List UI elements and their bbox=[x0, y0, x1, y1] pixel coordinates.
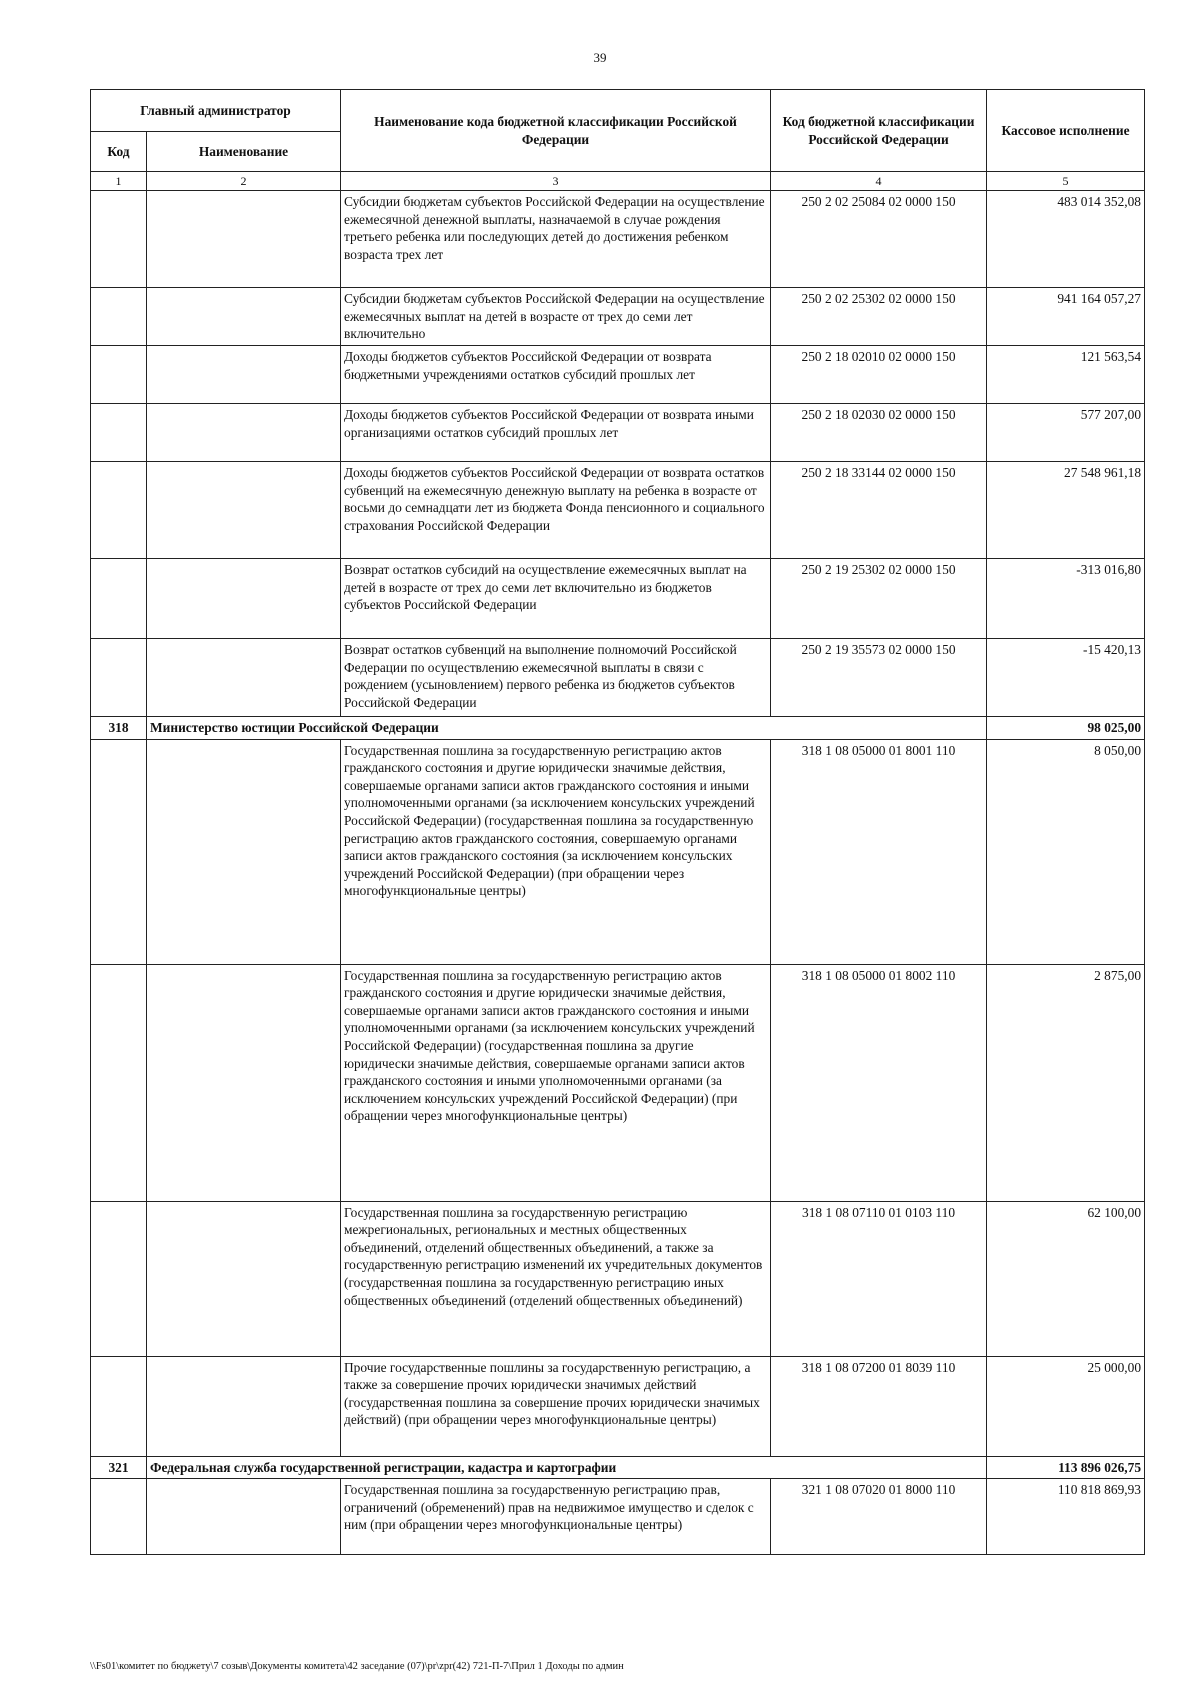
code-header: Код bbox=[91, 132, 147, 172]
bcc-name-cell: Субсидии бюджетам субъектов Российской Федерации на осуществление ежемесячной денежной выплаты, назначаемой в случае рождения третьего ребенка или последующих детей до достижения ребенком возраста трех лет bbox=[341, 191, 771, 288]
bcc-code-cell: 250 2 18 33144 02 0000 150 bbox=[771, 462, 987, 559]
bcc-name-cell: Возврат остатков субвенций на выполнение полномочий Российской Федерации по осуществлению ежемесячной выплаты в связи с рождением (усыновлением) первого ребенка из бюджетов субъектов Российской Федерации bbox=[341, 639, 771, 717]
bcc-name-header: Наименование кода бюджетной классификации Российской Федерации bbox=[341, 90, 771, 172]
file-path-footer: \\Fs01\комитет по бюджету\7 созыв\Документы комитета\42 заседание (07)\pr\zpr(42) 721-П-7\Прил 1 Доходы по админ bbox=[90, 1661, 624, 1672]
column-number: 1 bbox=[91, 172, 147, 191]
amount-cell: 25 000,00 bbox=[987, 1356, 1145, 1456]
table-row bbox=[91, 639, 1145, 717]
bcc-code-cell: 250 2 02 25084 02 0000 150 bbox=[771, 191, 987, 288]
amount-cell: 8 050,00 bbox=[987, 739, 1145, 964]
amount-cell: 2 875,00 bbox=[987, 964, 1145, 1201]
table-row bbox=[91, 739, 1145, 964]
admin-name: Федеральная служба государственной регистрации, кадастра и картографии bbox=[147, 1456, 987, 1479]
bcc-code-cell: 318 1 08 05000 01 8002 110 bbox=[771, 964, 987, 1201]
bcc-code-cell: 318 1 08 05000 01 8001 110 bbox=[771, 739, 987, 964]
admin-row-321 bbox=[91, 1456, 1145, 1479]
table-row bbox=[91, 1356, 1145, 1456]
amount-cell: 27 548 961,18 bbox=[987, 462, 1145, 559]
bcc-name-cell: Государственная пошлина за государственную регистрацию межрегиональных, региональных и местных общественных объединений, отделений общественных объединений, а также за государственную регистрацию изменений их учредительных документов (государственная пошлина за государственную регистрацию иных общественных объединений (отделений общественных объединений) bbox=[341, 1201, 771, 1356]
bcc-name-cell: Государственная пошлина за государственную регистрацию прав, ограничений (обременений) прав на недвижимое имущество и сделок с ним (при обращении через многофункциональные центры) bbox=[341, 1479, 771, 1555]
bcc-name-cell: Доходы бюджетов субъектов Российской Федерации от возврата иными организациями остатков субсидий прошлых лет bbox=[341, 404, 771, 462]
bcc-name-cell: Субсидии бюджетам субъектов Российской Федерации на осуществление ежемесячных выплат на детей в возрасте от трех до семи лет включительно bbox=[341, 288, 771, 346]
bcc-code-cell: 250 2 19 35573 02 0000 150 bbox=[771, 639, 987, 717]
amount-cell: -15 420,13 bbox=[987, 639, 1145, 717]
bcc-code-cell: 318 1 08 07110 01 0103 110 bbox=[771, 1201, 987, 1356]
admin-total: 98 025,00 bbox=[987, 717, 1145, 740]
column-number: 3 bbox=[341, 172, 771, 191]
bcc-name-cell: Государственная пошлина за государственную регистрацию актов гражданского состояния и другие юридически значимые действия, совершаемые органами записи актов гражданского состояния и иными уполномоченными органами (за исключением консульских учреждений Российской Федерации) (государственная пошлина за государственную регистрацию актов гражданского состояния, совершаемую органами записи актов гражданского состояния (за исключением консульских учреждений Российской Федерации) (при обращении через многофункциональные центры) bbox=[341, 739, 771, 964]
bcc-code-header: Код бюджетной классификации Российской Федерации bbox=[771, 90, 987, 172]
table-row bbox=[91, 1201, 1145, 1356]
amount-cell: 483 014 352,08 bbox=[987, 191, 1145, 288]
column-number: 5 bbox=[987, 172, 1145, 191]
column-number: 2 bbox=[147, 172, 341, 191]
table-row bbox=[91, 288, 1145, 346]
bcc-code-cell: 250 2 02 25302 02 0000 150 bbox=[771, 288, 987, 346]
bcc-code-cell: 318 1 08 07200 01 8039 110 bbox=[771, 1356, 987, 1456]
bcc-code-cell: 321 1 08 07020 01 8000 110 bbox=[771, 1479, 987, 1555]
amount-cell: 121 563,54 bbox=[987, 346, 1145, 404]
bcc-name-cell: Государственная пошлина за государственную регистрацию актов гражданского состояния и другие юридически значимые действия, совершаемые органами записи актов гражданского состояния и иными уполномоченными органами (за исключением консульских учреждений Российской Федерации) (государственная пошлина за другие юридически значимые действия, совершаемые органами записи актов гражданского состояния и иными уполномоченными органами (за исключением консульских учреждений Российской Федерации) (при обращении через многофункциональные центры) bbox=[341, 964, 771, 1201]
bcc-code-cell: 250 2 19 25302 02 0000 150 bbox=[771, 559, 987, 639]
table-row bbox=[91, 191, 1145, 288]
bcc-name-cell: Доходы бюджетов субъектов Российской Федерации от возврата остатков субвенций на ежемесячную денежную выплату на ребенка в возрасте от восьми до семнадцати лет из бюджета Фонда пенсионного и социального страхования Российской Федерации bbox=[341, 462, 771, 559]
table-row bbox=[91, 964, 1145, 1201]
amount-cell: 941 164 057,27 bbox=[987, 288, 1145, 346]
amount-cell: 577 207,00 bbox=[987, 404, 1145, 462]
revenue-table bbox=[90, 89, 1145, 1555]
name-header: Наименование bbox=[147, 132, 341, 172]
admin-row-318 bbox=[91, 717, 1145, 740]
amount-cell: 62 100,00 bbox=[987, 1201, 1145, 1356]
column-number: 4 bbox=[771, 172, 987, 191]
execution-header: Кассовое исполнение bbox=[987, 90, 1145, 172]
table-row bbox=[91, 462, 1145, 559]
admin-name: Министерство юстиции Российской Федерации bbox=[147, 717, 987, 740]
table-row bbox=[91, 404, 1145, 462]
amount-cell: 110 818 869,93 bbox=[987, 1479, 1145, 1555]
column-numbers-row bbox=[91, 172, 1145, 191]
table-row bbox=[91, 1479, 1145, 1555]
main-admin-header: Главный администратор bbox=[91, 90, 341, 132]
admin-total: 113 896 026,75 bbox=[987, 1456, 1145, 1479]
admin-code: 321 bbox=[91, 1456, 147, 1479]
table-row bbox=[91, 346, 1145, 404]
bcc-name-cell: Прочие государственные пошлины за государственную регистрацию, а также за совершение прочих юридически значимых действий (государственная пошлина за совершение прочих юридически значимых действий) (при обращении через многофункциональные центры) bbox=[341, 1356, 771, 1456]
page-number: 39 bbox=[593, 50, 607, 65]
bcc-name-cell: Возврат остатков субсидий на осуществление ежемесячных выплат на детей в возрасте от трех до семи лет включительно из бюджетов субъектов Российской Федерации bbox=[341, 559, 771, 639]
bcc-code-cell: 250 2 18 02030 02 0000 150 bbox=[771, 404, 987, 462]
admin-code: 318 bbox=[91, 717, 147, 740]
amount-cell: -313 016,80 bbox=[987, 559, 1145, 639]
bcc-name-cell: Доходы бюджетов субъектов Российской Федерации от возврата бюджетными учреждениями остатков субсидий прошлых лет bbox=[341, 346, 771, 404]
bcc-code-cell: 250 2 18 02010 02 0000 150 bbox=[771, 346, 987, 404]
table-row bbox=[91, 559, 1145, 639]
